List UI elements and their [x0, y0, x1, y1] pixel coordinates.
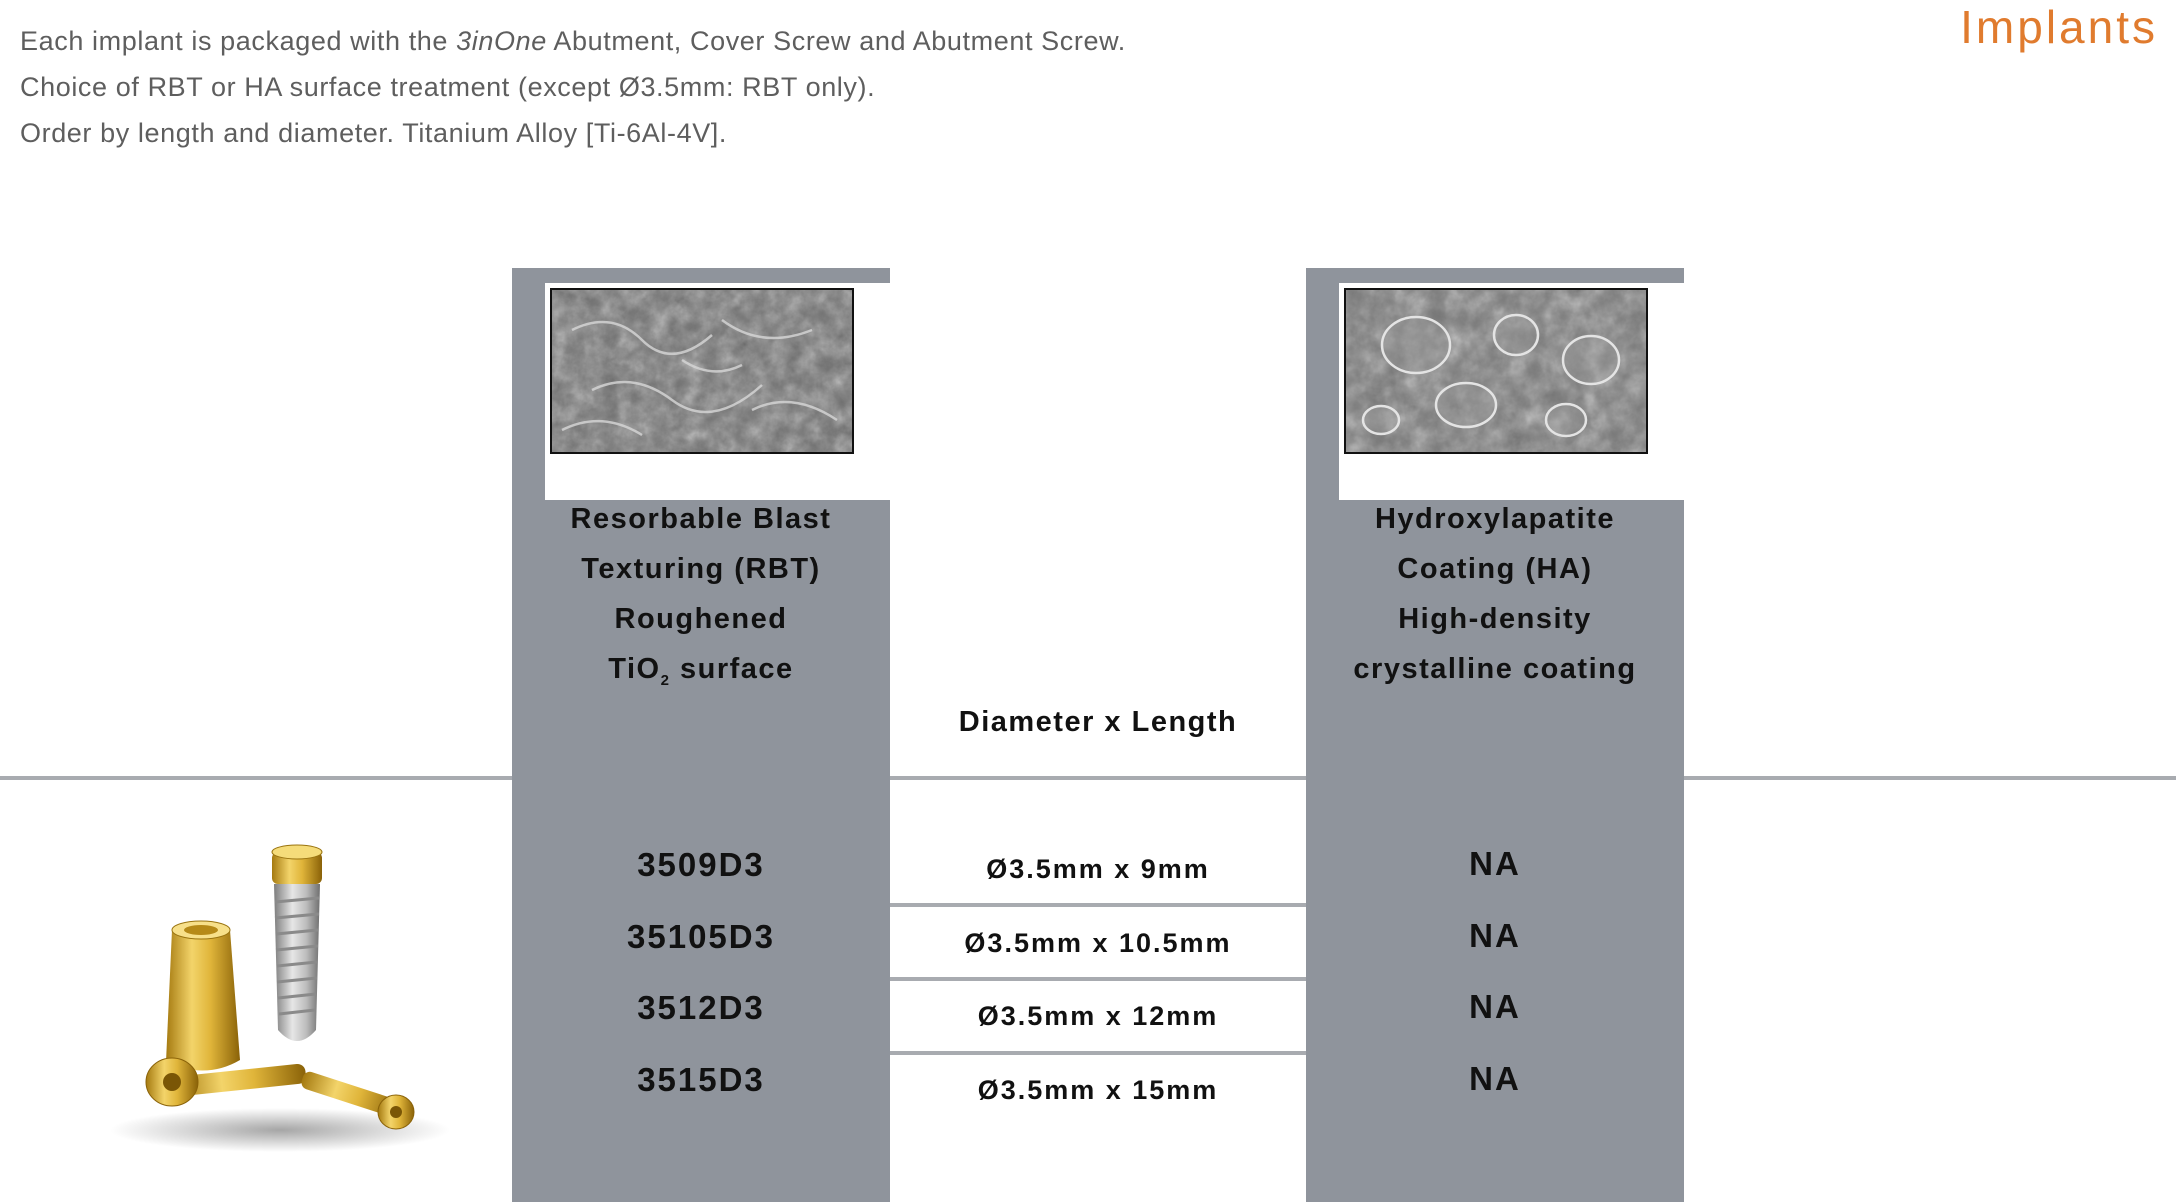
- rbt-header-line: Roughened: [614, 603, 788, 635]
- dimension-value: Ø3.5mm x 15mm: [977, 1075, 1219, 1105]
- rbt-header-line: TiO$_2$ surface: [608, 653, 794, 689]
- ha-code: NA: [1469, 988, 1521, 1025]
- ha-column-header: [1306, 494, 1684, 694]
- divider: [0, 776, 512, 780]
- ha-surface-micrograph: [1344, 288, 1648, 454]
- page-title: Implants: [1960, 1, 2158, 53]
- ha-header-line: crystalline coating: [1353, 653, 1637, 685]
- row-divider: [890, 977, 1306, 981]
- divider: [1684, 776, 2176, 780]
- ha-header-line: High-density: [1398, 603, 1592, 635]
- ha-header-line: Coating (HA): [1397, 553, 1593, 585]
- ha-code: NA: [1469, 1060, 1521, 1097]
- rbt-header-line: Texturing (RBT): [581, 553, 821, 585]
- rbt-code: 3512D3: [637, 989, 765, 1026]
- dimension-value: Ø3.5mm x 12mm: [977, 1001, 1219, 1031]
- ha-code: NA: [1469, 917, 1521, 954]
- intro-line-1: Each implant is packaged with the 3inOne Abutment, Cover Screw and Abutment Screw.: [20, 26, 1126, 56]
- rbt-column-header: [512, 494, 890, 706]
- intro-line-3: Order by length and diameter. Titanium Alloy [Ti-6Al-4V].: [20, 118, 728, 148]
- ha-header-line: Hydroxylapatite: [1374, 503, 1616, 535]
- divider: [890, 776, 1306, 780]
- rbt-header-line: Resorbable Blast: [570, 503, 832, 535]
- diameter-length-header: Diameter x Length: [958, 706, 1238, 738]
- rbt-code: 3515D3: [637, 1061, 765, 1098]
- dimension-value: Ø3.5mm x 10.5mm: [964, 928, 1232, 958]
- rbt-code: 35105D3: [627, 918, 775, 955]
- intro-text: [20, 18, 1126, 156]
- intro-line-2: Choice of RBT or HA surface treatment (except Ø3.5mm: RBT only).: [20, 72, 876, 102]
- rbt-code: 3509D3: [637, 846, 765, 883]
- row-divider: [890, 1051, 1306, 1055]
- rbt-surface-micrograph: [550, 288, 854, 454]
- implant-product-image: [90, 830, 470, 1160]
- row-divider: [890, 903, 1306, 907]
- dimension-value: Ø3.5mm x 9mm: [986, 854, 1210, 884]
- ha-code: NA: [1469, 845, 1521, 882]
